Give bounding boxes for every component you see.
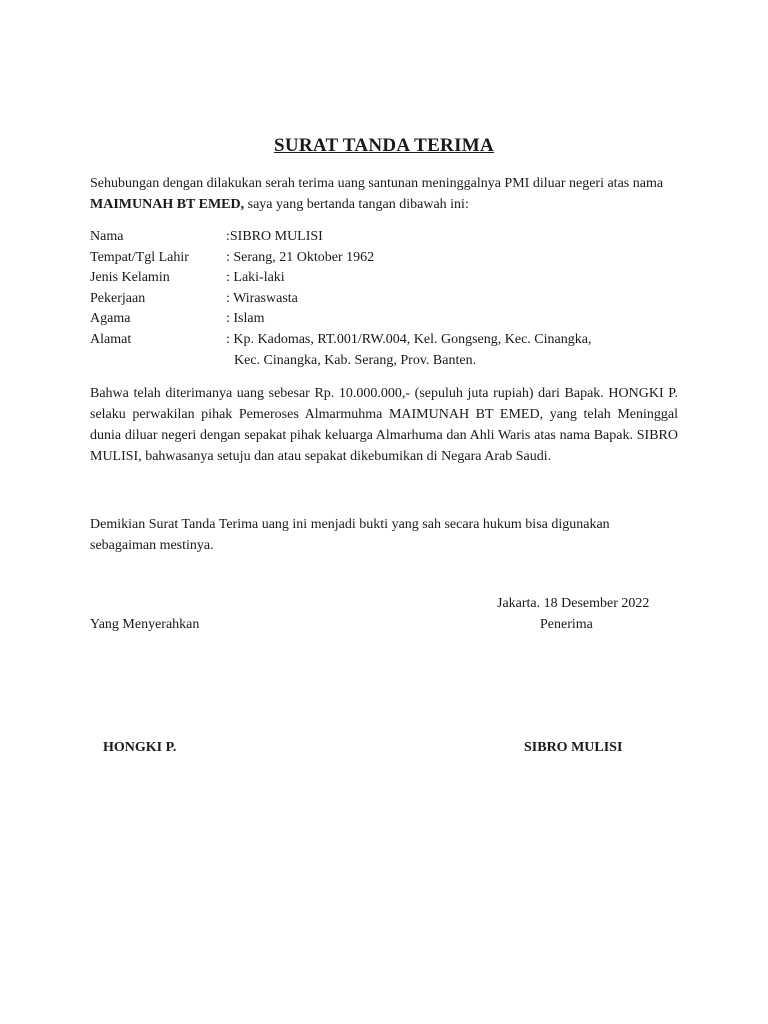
field-label: Alamat <box>90 331 132 347</box>
field-value: : Laki-laki <box>226 270 285 286</box>
document-title: SURAT TANDA TERIMA <box>273 135 495 156</box>
field-label: Pekerjaan <box>90 290 146 306</box>
place-date: Jakarta. 18 Desember 2022 <box>497 596 650 611</box>
field-label: Jenis Kelamin <box>90 270 170 286</box>
intro-text-end: saya yang bertanda tangan dibawah ini: <box>244 197 469 212</box>
field-label: Tempat/Tgl Lahir <box>90 249 189 265</box>
receiver-signature-name: SIBRO MULISI <box>524 740 623 755</box>
giver-signature-name: HONGKI P. <box>103 740 177 755</box>
field-value: : Islam <box>226 311 265 327</box>
field-label: Nama <box>90 229 124 244</box>
field-row-agama <box>90 309 690 330</box>
field-row-jenis-kelamin <box>90 268 690 289</box>
field-value: :SIBRO MULISI <box>226 229 323 244</box>
field-value: : Kp. Kadomas, RT.001/RW.004, Kel. Gongseng, Kec. Cinangka, <box>226 331 592 347</box>
closing-paragraph: Demikian Surat Tanda Terima uang ini menjadi bukti yang sah secara hukum bisa digunakan sebagaiman mestinya. <box>90 517 610 553</box>
field-row-tempat-tgl-lahir <box>90 248 690 269</box>
field-row-pekerjaan <box>90 289 690 310</box>
intro-text-start: Sehubungan dengan dilakukan serah terima uang santunan meninggalnya PMI diluar negeri atas nama <box>90 176 664 191</box>
field-value: : Serang, 21 Oktober 1962 <box>226 249 375 265</box>
statement-paragraph: Bahwa telah diterimanya uang sebesar Rp. 10.000.000,- (sepuluh juta rupiah) dari Bapak. HONGKI P. selaku perwakilan pihak Pemeroses Almarmuhma MAIMUNAH BT EMED, yang telah Meninggal dunia diluar negeri dengan sepakat pihak keluarga Almarhuma dan Ahli Waris atas nama Bapak. SIBRO MULISI, bahwasanya setuju dan atau sepakat dikebumikan di Negara Arab Saudi. <box>90 386 678 464</box>
address-continuation: Kec. Cinangka, Kab. Serang, Prov. Banten. <box>234 352 477 368</box>
intro-paragraph <box>90 173 680 215</box>
field-row-nama <box>90 227 690 248</box>
field-row-alamat <box>90 330 690 351</box>
field-value: : Wiraswasta <box>226 290 298 306</box>
field-label: Agama <box>90 311 131 327</box>
deceased-name: MAIMUNAH BT EMED, <box>90 197 245 212</box>
giver-label: Yang Menyerahkan <box>90 617 200 632</box>
receiver-label: Penerima <box>540 617 593 632</box>
identity-fields <box>90 227 690 371</box>
